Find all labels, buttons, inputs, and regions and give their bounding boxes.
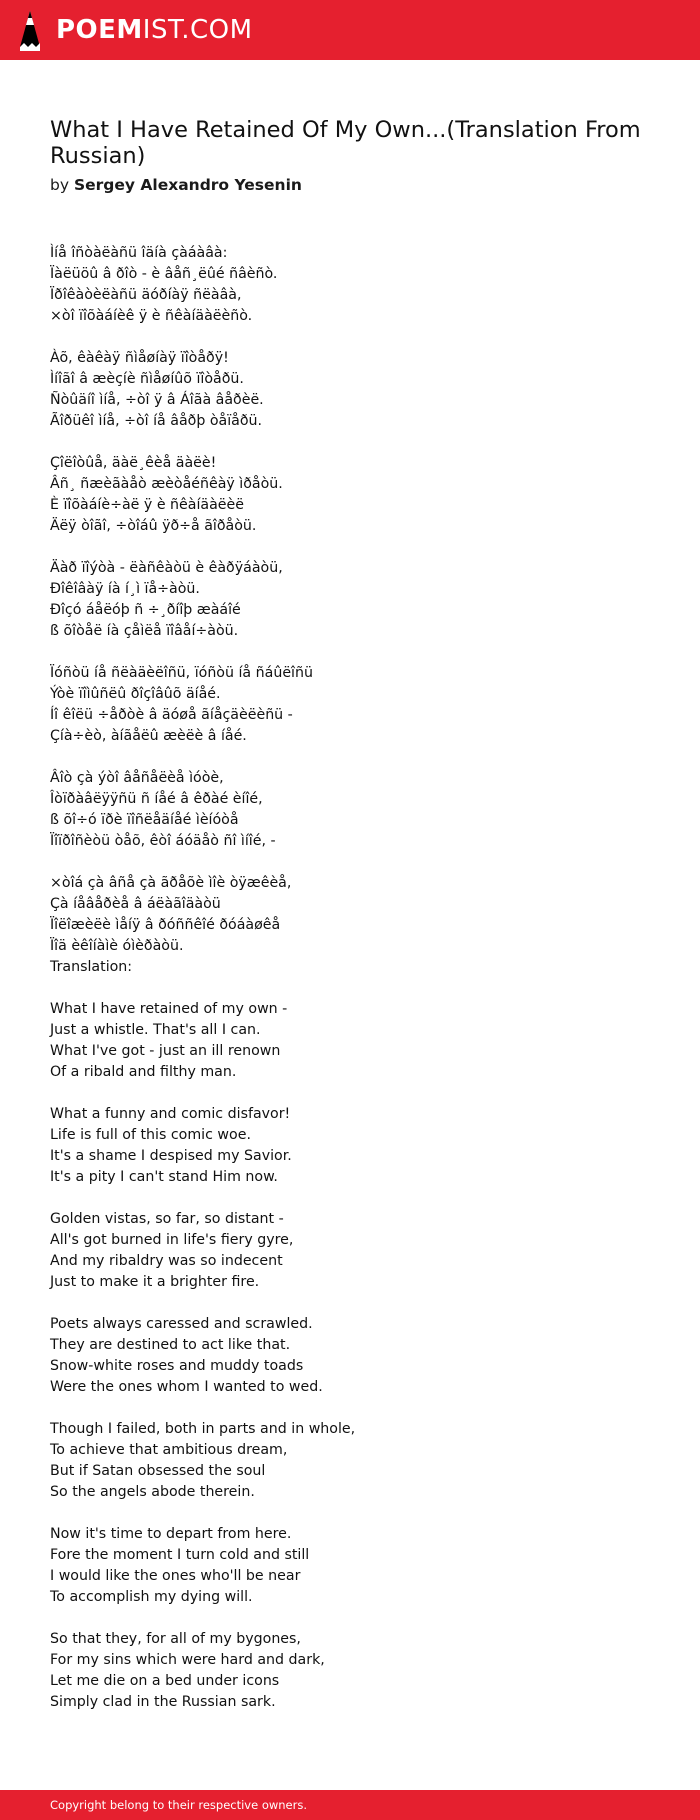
poem-line: To accomplish my dying will. <box>50 1589 253 1605</box>
stanza <box>50 243 650 327</box>
site-footer <box>0 1790 700 1820</box>
poem-line: Âîò çà ýòî âåñåëèå ìóòè, <box>50 770 224 786</box>
poem-line: ×òî ïîõàáíèê ÿ è ñêàíäàëèñò. <box>50 308 253 324</box>
poem-line: Ïàëüöû â ðîò - è âåñ¸ëûé ñâèñò. <box>50 266 278 282</box>
poem-line: But if Satan obsessed the soul <box>50 1463 266 1479</box>
poem-line: It's a pity I can't stand Him now. <box>50 1169 278 1185</box>
stanza <box>50 1629 650 1713</box>
site-header <box>0 0 700 60</box>
poem-line: To achieve that ambitious dream, <box>50 1442 288 1458</box>
stanza <box>50 663 650 747</box>
stanza <box>50 1524 650 1608</box>
pencil-logo-icon <box>18 9 42 51</box>
site-logo[interactable] <box>18 9 253 51</box>
poem-line: Ìíîãî â æèçíè ñìåøíûõ ïîòåðü. <box>50 371 244 387</box>
poem-line: Ãîðüêî ìíå, ÷òî íå âåðþ òåïåðü. <box>50 413 263 429</box>
stanza <box>50 1314 650 1398</box>
poem-line: Just to make it a brighter fire. <box>50 1274 260 1290</box>
byline <box>50 175 650 195</box>
poem-line: And my ribaldry was so indecent <box>50 1253 283 1269</box>
translation-text <box>50 999 650 1713</box>
poem-line: Çîëîòûå, äàë¸êèå äàëè! <box>50 455 217 471</box>
poem-line: Ïîëîæèëè ìåíÿ â ðóññêîé ðóáàøêå <box>50 917 281 933</box>
poem-line: It's a shame I despised my Savior. <box>50 1148 292 1164</box>
logo-text-bold: POEM <box>56 15 143 45</box>
stanza-spacer <box>50 978 650 999</box>
poem-line: I would like the ones who'll be near <box>50 1568 301 1584</box>
poem-body <box>50 243 650 1713</box>
stanza <box>50 768 650 852</box>
poem-header <box>50 117 650 195</box>
poem-line: So that they, for all of my bygones, <box>50 1631 301 1647</box>
poem-line: Äàð ïîýòà - ëàñêàòü è êàðÿáàòü, <box>50 560 283 576</box>
stanza <box>50 1104 650 1188</box>
stanza <box>50 873 650 957</box>
poem-line: ×òîá çà âñå çà ãðåõè ìîè òÿæêèå, <box>50 875 292 891</box>
poem-line: Simply clad in the Russian sark. <box>50 1694 276 1710</box>
poem-line: Ýòè ïîìûñëû ðîçîâûõ äíåé. <box>50 686 221 702</box>
poem-line: ß õî÷ó ïðè ïîñëåäíåé ìèíóòå <box>50 812 239 828</box>
poem-line: Of a ribald and filthy man. <box>50 1064 237 1080</box>
poem-line: What a funny and comic disfavor! <box>50 1106 291 1122</box>
stanza <box>50 1209 650 1293</box>
poem-line: Îòïðàâëÿÿñü ñ íåé â êðàé èíîé, <box>50 791 263 807</box>
poem-line: Ïîïðîñèòü òåõ, êòî áóäåò ñî ìíîé, - <box>50 833 276 849</box>
poem-line: Ðîêîâàÿ íà í¸ì ïå÷àòü. <box>50 581 200 597</box>
poem-line: Àõ, êàêàÿ ñìåøíàÿ ïîòåðÿ! <box>50 350 229 366</box>
poem-line: È ïîõàáíè÷àë ÿ è ñêàíäàëèë <box>50 497 244 513</box>
poem-line: Let me die on a bed under icons <box>50 1673 280 1689</box>
poem-line: What I have retained of my own - <box>50 1001 288 1017</box>
poem-line: Now it's time to depart from here. <box>50 1526 292 1542</box>
stanza <box>50 999 650 1083</box>
stanza <box>50 348 650 432</box>
poem-line: Ñòûäíî ìíå, ÷òî ÿ â Áîãà âåðèë. <box>50 392 264 408</box>
poem-line: Ïóñòü íå ñëàäèëîñü, ïóñòü íå ñáûëîñü <box>50 665 313 681</box>
poem-line: ß õîòåë íà çåìëå ïîâåí÷àòü. <box>50 623 239 639</box>
poem-title: What I Have Retained Of My Own...(Translation From Russian) <box>50 117 641 169</box>
poem-line: Ïîä èêîíàìè óìèðàòü. <box>50 938 184 954</box>
poem-line: Golden vistas, so far, so distant - <box>50 1211 284 1227</box>
logo-text-light: IST.COM <box>142 15 253 45</box>
poem-line: Were the ones whom I wanted to wed. <box>50 1379 323 1395</box>
poem-line: Çà íåâåðèå â áëàãîäàòü <box>50 896 221 912</box>
poem-line: Life is full of this comic woe. <box>50 1127 251 1143</box>
poem-line: They are destined to act like that. <box>50 1337 291 1353</box>
poem-line: Poets always caressed and scrawled. <box>50 1316 313 1332</box>
poem-line: So the angels abode therein. <box>50 1484 255 1500</box>
poem-line: Though I failed, both in parts and in whole, <box>50 1421 356 1437</box>
poem-line: Çíà÷èò, àíãåëû æèëè â íåé. <box>50 728 247 744</box>
stanza <box>50 558 650 642</box>
poem-line: Ìíå îñòàëàñü îäíà çàáàâà: <box>50 245 228 261</box>
copyright-notice: Copyright belong to their respective owners. <box>50 1798 308 1812</box>
poem-line: Âñ¸ ñæèãàåò æèòåéñêàÿ ìðåòü. <box>50 476 283 492</box>
poem-line: Íî êîëü ÷åðòè â äóøå ãíåçäèëèñü - <box>50 707 293 723</box>
poem-line: For my sins which were hard and dark, <box>50 1652 325 1668</box>
by-label: by <box>50 176 70 194</box>
poem-line: Just a whistle. That's all I can. <box>50 1022 261 1038</box>
stanza <box>50 1419 650 1503</box>
poem-line: All's got burned in life's fiery gyre, <box>50 1232 294 1248</box>
poem-line: What I've got - just an ill renown <box>50 1043 281 1059</box>
site-logo-text <box>56 17 253 43</box>
poem-line: Äëÿ òîãî, ÷òîáû ÿð÷å ãîðåòü. <box>50 518 257 534</box>
poem-line: Ïðîêàòèëàñü äóðíàÿ ñëàâà, <box>50 287 242 303</box>
translation-label: Translation: <box>50 959 133 975</box>
stanza <box>50 453 650 537</box>
poem-line: Fore the moment I turn cold and still <box>50 1547 310 1563</box>
poem-line: Snow-white roses and muddy toads <box>50 1358 304 1374</box>
author-name[interactable]: Sergey Alexandro Yesenin <box>73 176 302 194</box>
original-text <box>50 243 650 957</box>
poem-line: Ðîçó áåëóþ ñ ÷¸ðíîþ æàáîé <box>50 602 241 618</box>
